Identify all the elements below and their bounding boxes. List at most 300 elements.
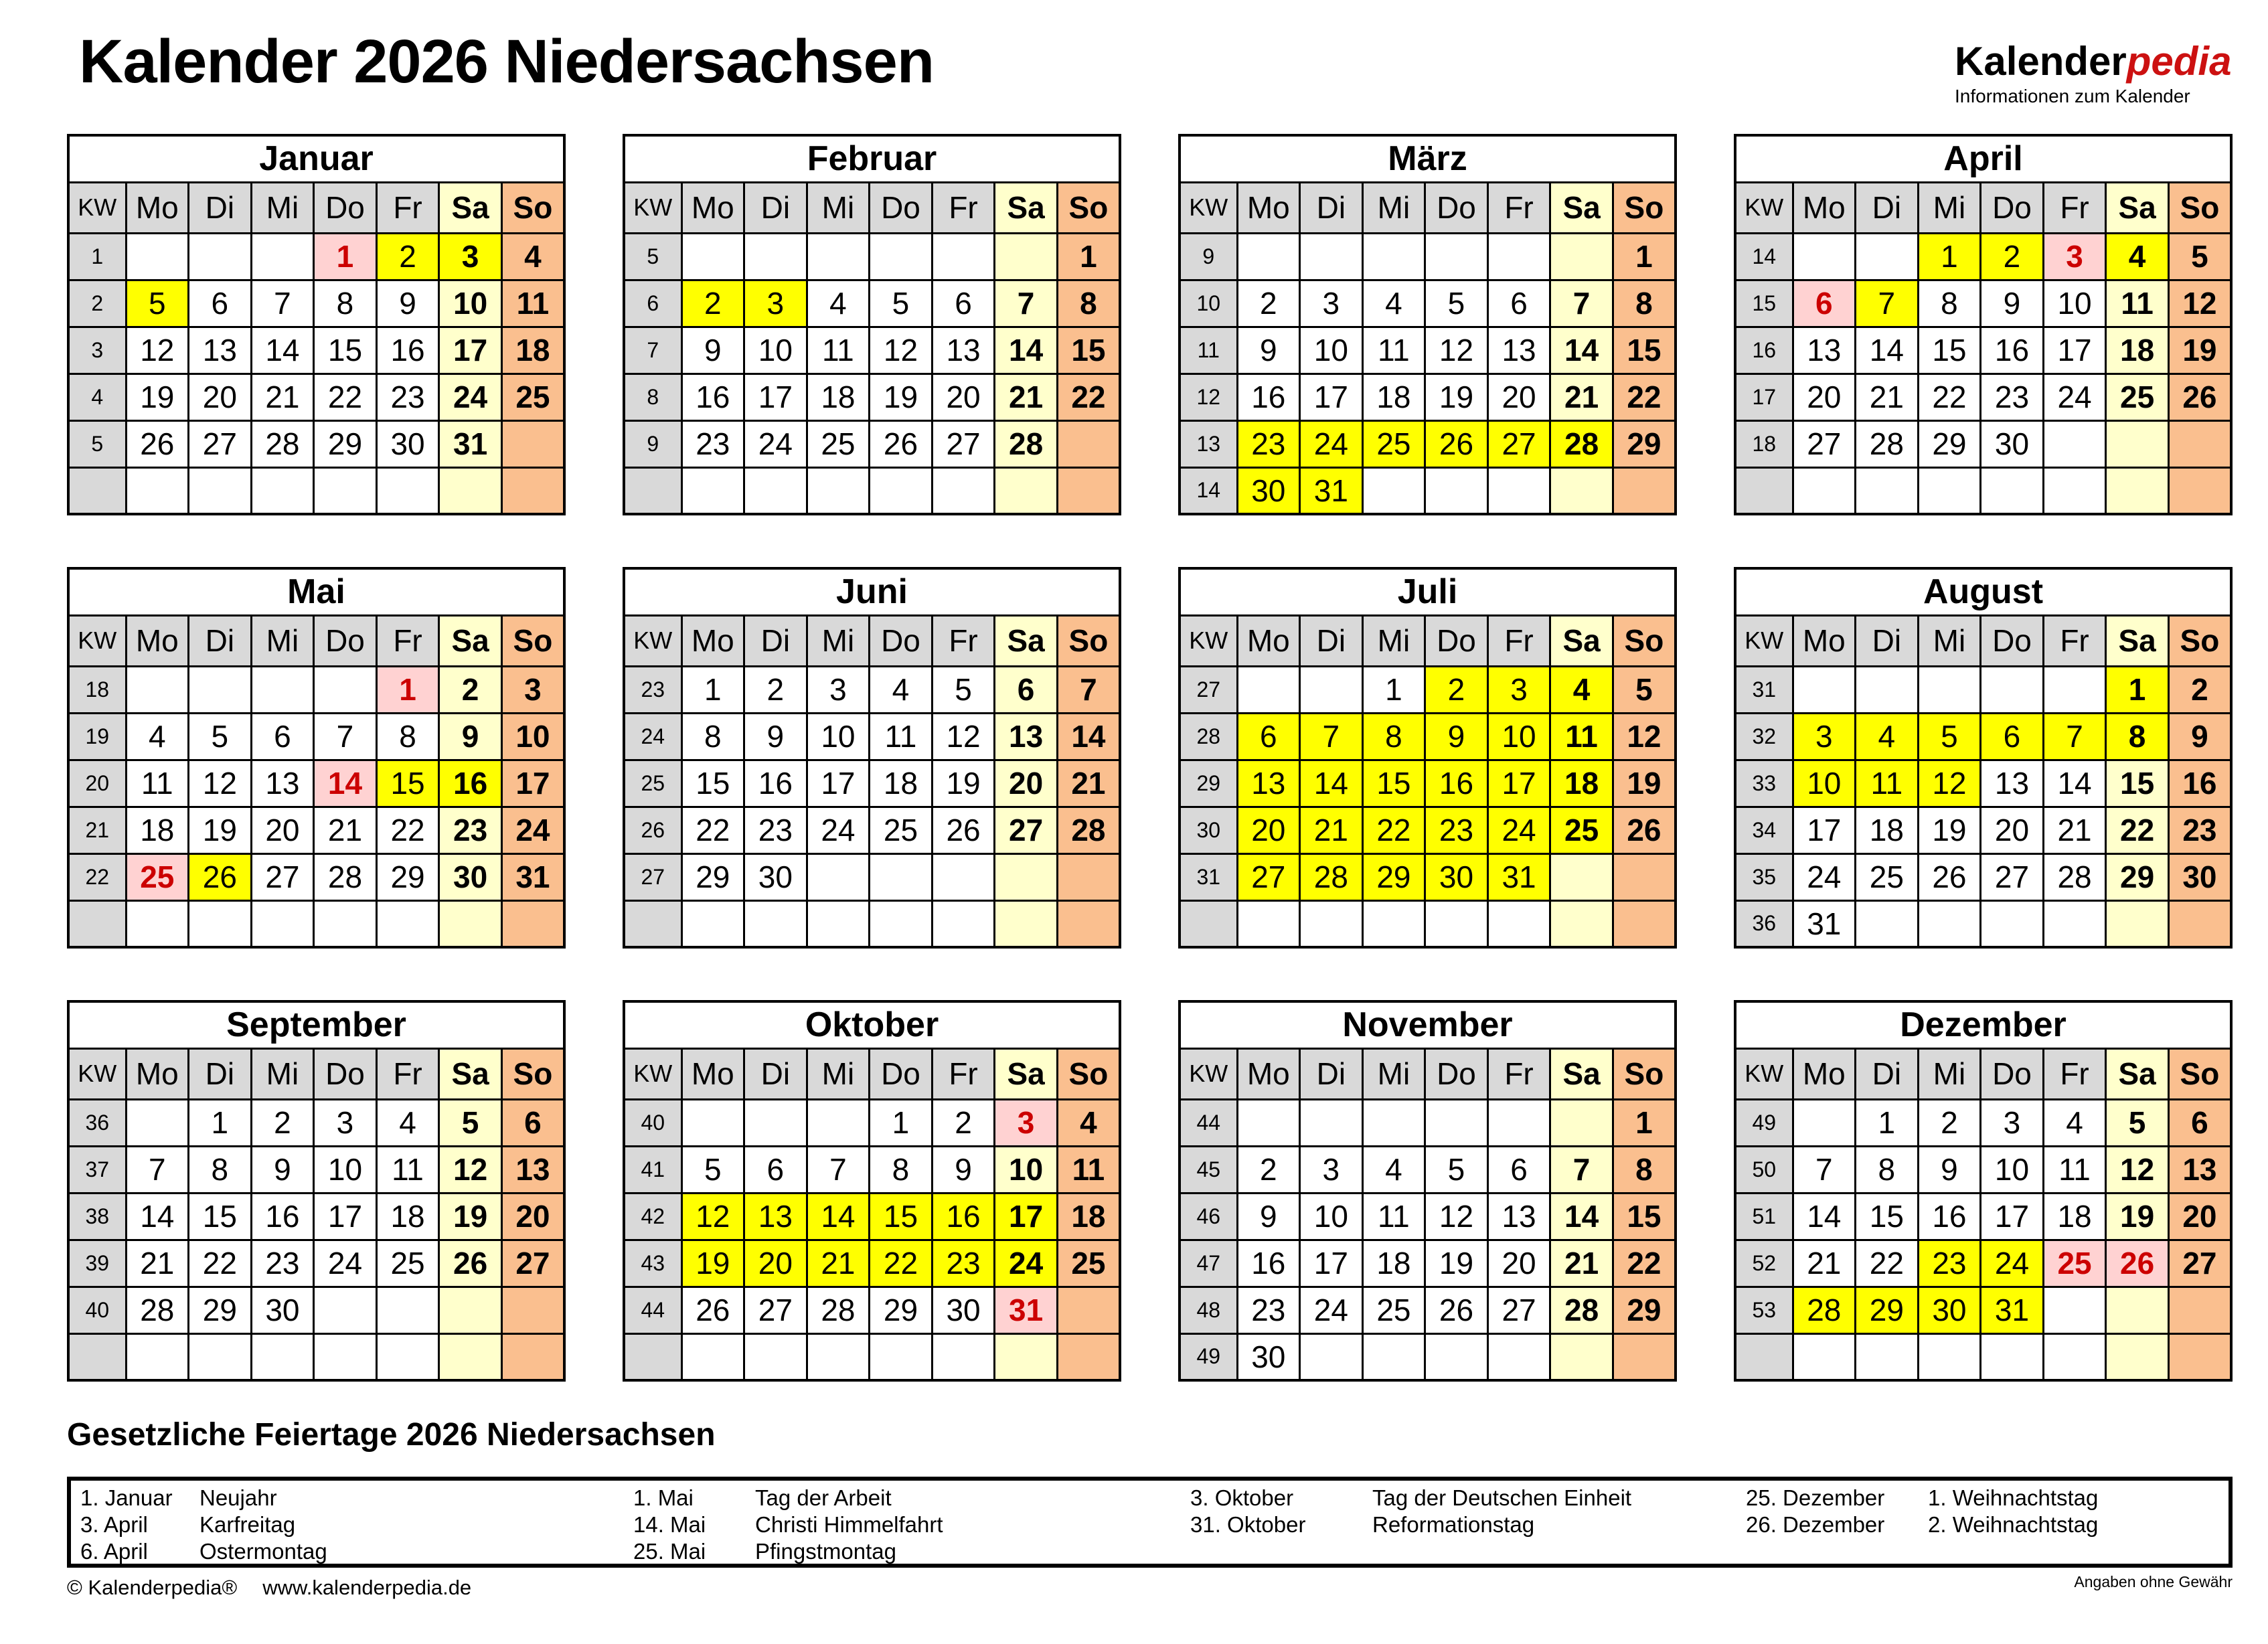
month-title-row [624,135,1120,182]
day-cell-holiday: 1 [376,666,439,713]
day-cell-empty [932,853,995,900]
copyright-line [67,1576,471,1600]
week-row [1735,233,2231,280]
day-header-di: Di [744,182,807,233]
day-cell-vacation: 27 [1237,853,1300,900]
day-cell: 20 [995,760,1058,807]
day-cell-vacation: 17 [1487,760,1550,807]
day-cell: 29 [314,420,377,467]
day-cell: 17 [807,760,870,807]
kw-cell: 36 [68,1099,126,1146]
day-cell: 14 [1550,1193,1613,1240]
day-cell: 22 [1856,1240,1919,1287]
kw-cell: 13 [1180,420,1237,467]
day-cell: 12 [1425,1193,1488,1240]
day-cell: 10 [501,713,564,760]
day-cell: 29 [870,1287,933,1333]
day-cell-empty [1362,900,1425,947]
day-cell: 19 [1425,1240,1488,1287]
month-juli [1178,567,1677,949]
day-cell: 2 [439,666,502,713]
day-cell: 2 [1237,280,1300,327]
weekday-header-row [624,1048,1120,1099]
day-cell-empty [681,900,744,947]
day-cell: 20 [932,374,995,420]
day-cell: 11 [1057,1146,1120,1193]
kw-cell: 27 [1180,666,1237,713]
day-cell: 5 [2106,1099,2169,1146]
day-cell: 9 [744,713,807,760]
day-cell-empty [1550,1099,1613,1146]
week-row [1180,327,1676,374]
day-cell-empty [807,853,870,900]
day-cell: 13 [1981,760,2044,807]
day-header-mo: Mo [126,1048,189,1099]
month-maerz [1178,134,1677,515]
day-cell-vacation: 8 [1362,713,1425,760]
day-cell: 8 [1918,280,1981,327]
day-cell-vacation: 5 [1918,713,1981,760]
day-cell-empty [189,666,252,713]
day-cell: 22 [314,374,377,420]
day-cell: 25 [807,420,870,467]
day-cell: 14 [995,327,1058,374]
week-row [1735,1146,2231,1193]
kw-cell: 35 [1735,853,1793,900]
day-header-mo: Mo [1793,182,1856,233]
week-row [1180,374,1676,420]
day-cell-empty [744,1333,807,1380]
day-cell-vacation: 4 [1856,713,1919,760]
kw-cell: 37 [68,1146,126,1193]
months-grid [67,134,2233,1382]
day-cell: 1 [681,666,744,713]
week-row [624,420,1120,467]
day-header-mi: Mi [1362,615,1425,666]
day-header-so: So [2168,615,2231,666]
day-cell: 8 [1856,1146,1919,1193]
day-cell-empty [1550,233,1613,280]
week-row [1180,1287,1676,1333]
week-row [1735,1333,2231,1380]
day-cell: 7 [995,280,1058,327]
day-cell: 30 [439,853,502,900]
day-cell: 18 [2106,327,2169,374]
week-row [624,666,1120,713]
day-cell-empty [2168,420,2231,467]
day-header-sa: Sa [1550,1048,1613,1099]
day-cell-vacation: 20 [1237,807,1300,853]
day-cell: 19 [932,760,995,807]
day-cell-empty [1425,1099,1488,1146]
day-header-so: So [1613,1048,1676,1099]
day-cell: 14 [2043,760,2106,807]
day-cell: 19 [870,374,933,420]
day-header-mo: Mo [1237,182,1300,233]
week-row [1735,1193,2231,1240]
week-row [68,760,564,807]
day-cell: 16 [1237,374,1300,420]
day-cell: 29 [1918,420,1981,467]
kw-cell [68,900,126,947]
day-cell: 6 [501,1099,564,1146]
day-cell: 9 [439,713,502,760]
day-cell-vacation: 29 [1362,853,1425,900]
kw-cell: 47 [1180,1240,1237,1287]
day-cell-empty [1057,1333,1120,1380]
logo-text-red: pedia [2126,39,2232,84]
day-header-mo: Mo [126,182,189,233]
day-header-mi: Mi [807,1048,870,1099]
day-cell-vacation: 29 [1856,1287,1919,1333]
week-row [1180,666,1676,713]
day-cell-empty [995,853,1058,900]
day-cell-holiday: 26 [2106,1240,2169,1287]
day-cell: 20 [251,807,314,853]
day-cell: 25 [2106,374,2169,420]
day-cell-empty [1425,467,1488,514]
day-cell-empty [1981,467,2044,514]
day-header-so: So [1057,1048,1120,1099]
day-cell: 20 [2168,1193,2231,1240]
day-header-kw: KW [624,1048,681,1099]
day-cell-empty [1300,233,1363,280]
day-cell: 17 [1793,807,1856,853]
day-cell-vacation: 11 [1856,760,1919,807]
day-header-sa: Sa [2106,1048,2169,1099]
day-cell: 11 [1362,327,1425,374]
day-cell-empty [501,900,564,947]
day-cell-empty [1793,666,1856,713]
day-cell: 19 [1918,807,1981,853]
day-cell-empty [251,900,314,947]
day-cell: 30 [932,1287,995,1333]
day-cell: 18 [1856,807,1919,853]
week-row [68,1193,564,1240]
day-cell-empty [1856,467,1919,514]
day-cell-vacation: 27 [1487,420,1550,467]
day-header-di: Di [744,615,807,666]
day-cell-vacation: 28 [1300,853,1363,900]
kw-cell: 4 [68,374,126,420]
day-cell-empty [126,1099,189,1146]
day-cell: 5 [1425,1146,1488,1193]
day-cell-vacation: 15 [1362,760,1425,807]
day-cell-vacation: 6 [1237,713,1300,760]
week-row [624,760,1120,807]
day-cell: 23 [439,807,502,853]
day-cell: 8 [376,713,439,760]
day-cell: 18 [501,327,564,374]
day-cell: 14 [251,327,314,374]
week-row [68,666,564,713]
day-cell: 27 [189,420,252,467]
day-cell-vacation: 4 [2106,233,2169,280]
day-cell: 27 [251,853,314,900]
week-row [1735,374,2231,420]
day-cell-vacation: 23 [1425,807,1488,853]
day-cell-empty [1237,1099,1300,1146]
day-cell: 13 [932,327,995,374]
day-cell-empty [189,467,252,514]
day-cell-empty [2043,666,2106,713]
kw-cell: 28 [1180,713,1237,760]
day-cell-vacation: 23 [1237,420,1300,467]
day-cell-empty [2043,1333,2106,1380]
month-title: Juni [624,568,1120,615]
day-cell: 31 [1793,900,1856,947]
day-cell-empty [807,233,870,280]
weekday-header-row [68,1048,564,1099]
day-header-kw: KW [1180,1048,1237,1099]
day-cell: 12 [126,327,189,374]
kw-cell: 42 [624,1193,681,1240]
weekday-header-row [68,615,564,666]
day-cell: 17 [1981,1193,2044,1240]
week-row [1180,760,1676,807]
day-header-di: Di [189,182,252,233]
day-cell: 25 [1362,1287,1425,1333]
day-header-sa: Sa [439,1048,502,1099]
day-cell: 5 [2168,233,2231,280]
day-cell-empty [126,1333,189,1380]
day-cell-empty [501,1287,564,1333]
day-cell: 29 [1613,420,1676,467]
day-header-mi: Mi [1362,1048,1425,1099]
day-cell-empty [681,233,744,280]
day-cell-empty [1237,900,1300,947]
day-header-sa: Sa [995,615,1058,666]
day-cell: 14 [126,1193,189,1240]
day-cell-empty [2043,420,2106,467]
day-cell-vacation: 16 [932,1193,995,1240]
day-cell-vacation: 25 [1362,420,1425,467]
day-cell-empty [1237,666,1300,713]
day-cell-empty [439,900,502,947]
day-cell: 7 [126,1146,189,1193]
day-cell: 26 [870,420,933,467]
week-row [1180,853,1676,900]
day-cell: 29 [189,1287,252,1333]
day-cell-vacation: 26 [189,853,252,900]
day-cell-empty [126,900,189,947]
week-row [1180,713,1676,760]
month-title: Februar [624,135,1120,182]
weekday-header-row [1180,615,1676,666]
day-cell: 28 [1856,420,1919,467]
month-title-row [1735,568,2231,615]
day-cell-empty [439,1287,502,1333]
day-cell-empty [2168,1333,2231,1380]
day-cell-empty [744,233,807,280]
weekday-header-row [1735,182,2231,233]
day-cell-vacation: 13 [744,1193,807,1240]
day-cell-empty [1856,233,1919,280]
month-title: November [1180,1001,1676,1048]
day-header-mi: Mi [807,182,870,233]
day-cell-empty [314,1333,377,1380]
day-cell: 2 [1237,1146,1300,1193]
day-cell: 26 [1918,853,1981,900]
day-cell-empty [870,1333,933,1380]
day-header-mo: Mo [1793,615,1856,666]
day-cell-vacation: 21 [807,1240,870,1287]
day-header-do: Do [314,1048,377,1099]
day-cell: 15 [681,760,744,807]
month-title-row [68,135,564,182]
day-cell: 13 [995,713,1058,760]
kw-cell: 20 [68,760,126,807]
week-row [1180,1333,1676,1380]
day-cell-vacation: 25 [1550,807,1613,853]
day-cell-empty [1981,666,2044,713]
day-cell: 30 [1981,420,2044,467]
day-cell-empty [126,233,189,280]
day-cell: 1 [189,1099,252,1146]
kw-cell [68,1333,126,1380]
day-cell: 10 [314,1146,377,1193]
day-cell: 5 [189,713,252,760]
day-cell-vacation: 2 [376,233,439,280]
day-cell-holiday: 1 [314,233,377,280]
day-cell-empty [1487,1099,1550,1146]
week-row [624,1333,1120,1380]
day-header-di: Di [1856,182,1919,233]
day-cell-vacation: 17 [995,1193,1058,1240]
kw-cell: 33 [1735,760,1793,807]
kw-cell: 1 [68,233,126,280]
day-cell: 11 [501,280,564,327]
day-header-so: So [501,615,564,666]
week-row [1735,1240,2231,1287]
day-cell-empty [1487,233,1550,280]
month-title: März [1180,135,1676,182]
day-cell-holiday: 31 [995,1287,1058,1333]
day-cell: 9 [376,280,439,327]
day-header-kw: KW [1735,182,1793,233]
week-row [68,900,564,947]
week-row [68,374,564,420]
day-cell: 17 [744,374,807,420]
day-header-so: So [1057,615,1120,666]
day-cell-empty [995,1333,1058,1380]
day-cell: 2 [932,1099,995,1146]
day-cell: 15 [1918,327,1981,374]
week-row [68,1099,564,1146]
day-header-so: So [1057,182,1120,233]
day-cell-empty [376,900,439,947]
kw-cell: 40 [624,1099,681,1146]
day-header-mi: Mi [1362,182,1425,233]
day-cell-empty [314,1287,377,1333]
kw-cell: 9 [624,420,681,467]
day-cell: 20 [501,1193,564,1240]
day-cell: 23 [376,374,439,420]
day-cell: 19 [1425,374,1488,420]
day-cell: 12 [932,713,995,760]
day-cell-empty [314,900,377,947]
day-cell-vacation: 28 [1550,420,1613,467]
day-cell-empty [501,420,564,467]
day-header-do: Do [870,1048,933,1099]
kw-cell: 16 [1735,327,1793,374]
day-cell-vacation: 12 [1918,760,1981,807]
day-cell-empty [995,233,1058,280]
kw-cell: 53 [1735,1287,1793,1333]
day-header-kw: KW [624,615,681,666]
day-cell: 28 [126,1287,189,1333]
day-cell: 17 [2043,327,2106,374]
kw-cell: 14 [1180,467,1237,514]
kw-cell: 50 [1735,1146,1793,1193]
day-cell-vacation: 15 [376,760,439,807]
day-cell: 6 [189,280,252,327]
holiday-name: Neujahr [199,1485,277,1510]
day-cell: 18 [1362,374,1425,420]
day-header-mo: Mo [681,615,744,666]
day-header-kw: KW [68,615,126,666]
day-header-fr: Fr [932,182,995,233]
day-cell: 4 [126,713,189,760]
day-cell-empty [2168,900,2231,947]
day-cell: 21 [1793,1240,1856,1287]
month-title-row [624,568,1120,615]
holiday-date: 3. April [80,1512,148,1537]
day-cell-vacation: 30 [1918,1287,1981,1333]
day-cell-empty [1487,900,1550,947]
day-cell: 20 [1487,374,1550,420]
month-title: Dezember [1735,1001,2231,1048]
day-cell: 9 [1981,280,2044,327]
day-cell: 10 [439,280,502,327]
day-cell: 25 [501,374,564,420]
day-cell: 3 [314,1099,377,1146]
day-cell: 18 [126,807,189,853]
month-title-row [1180,135,1676,182]
day-cell: 24 [439,374,502,420]
day-cell: 21 [126,1240,189,1287]
day-cell: 14 [1057,713,1120,760]
day-cell: 11 [126,760,189,807]
month-april [1734,134,2233,515]
week-row [68,1146,564,1193]
day-cell-empty [1550,467,1613,514]
kw-cell: 2 [68,280,126,327]
day-cell: 3 [1300,280,1363,327]
day-cell: 6 [995,666,1058,713]
kw-cell [1735,1333,1793,1380]
day-cell: 21 [1856,374,1919,420]
day-cell: 15 [2106,760,2169,807]
day-cell: 30 [251,1287,314,1333]
day-cell-vacation: 16 [439,760,502,807]
week-row [624,233,1120,280]
day-cell-empty [1613,900,1676,947]
holiday-name: 2. Weihnachtstag [1928,1512,2099,1537]
day-cell: 8 [1057,280,1120,327]
day-cell-vacation: 24 [995,1240,1058,1287]
day-cell-empty [1487,1333,1550,1380]
week-row [68,420,564,467]
day-cell-empty [1793,1333,1856,1380]
day-cell-empty [744,467,807,514]
day-cell-vacation: 9 [1425,713,1488,760]
weekday-header-row [68,182,564,233]
day-cell-empty [439,1333,502,1380]
day-cell-empty [1362,467,1425,514]
kw-cell [624,900,681,947]
kw-cell: 43 [624,1240,681,1287]
